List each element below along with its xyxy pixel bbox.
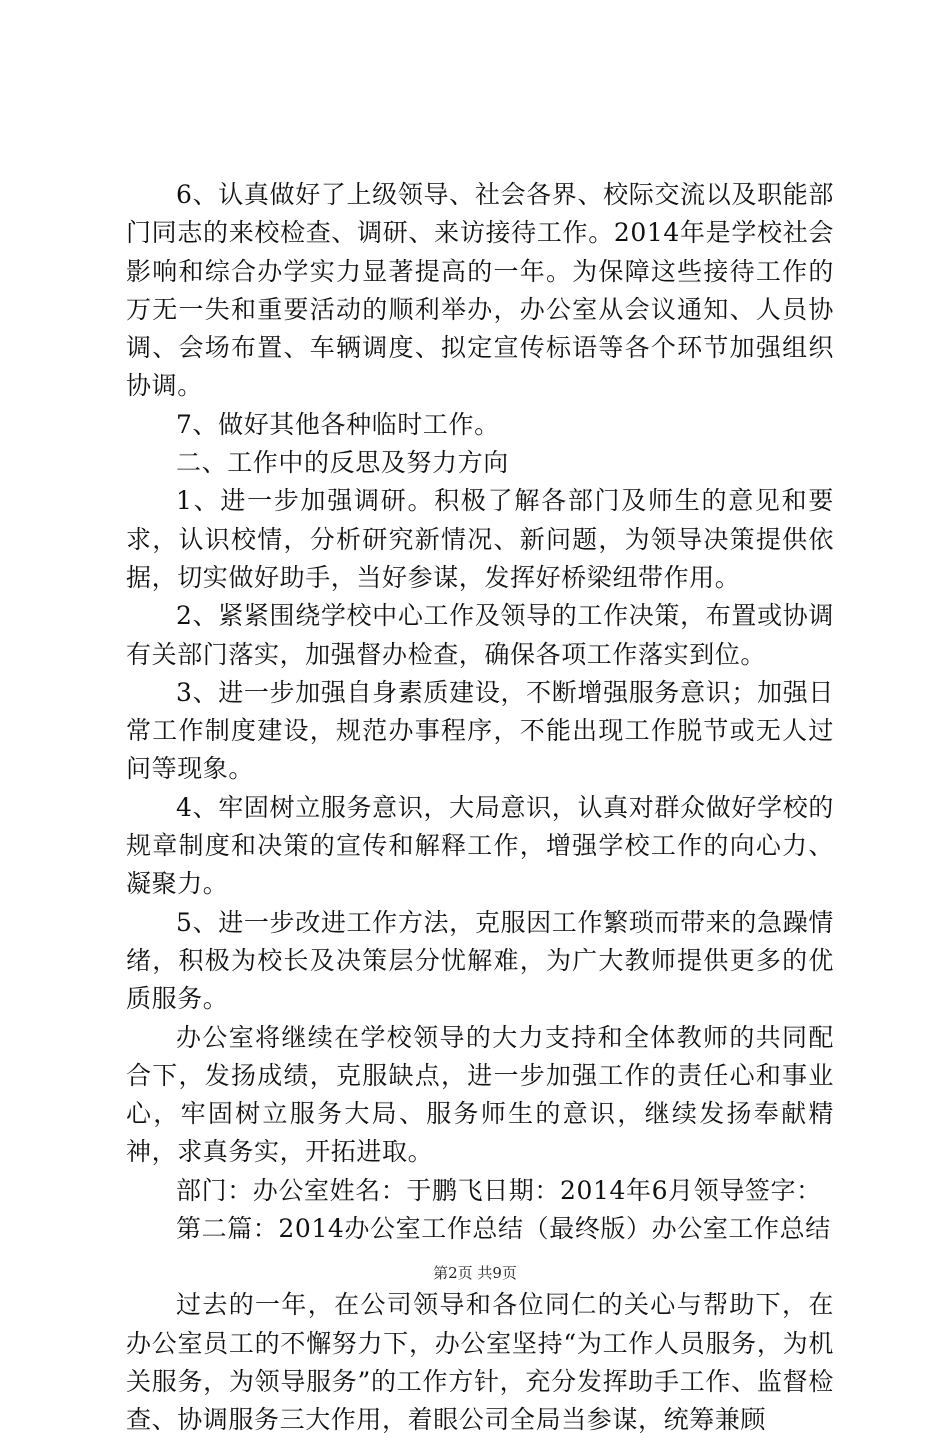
paragraph-item-6: 6、认真做好了上级领导、社会各界、校际交流以及职能部门同志的来校检查、调研、来访接待工作。2014年是学校社会影响和综合办学实力显著提高的一年。为保障这些接待工作的万无一失和重要活动的顺利举办，办公室从会议通知、人员协调、会场布置、车辆调度、拟定宣传标语等各个环节加强组织协调。 [126, 180, 834, 401]
paragraph-direction-4: 4、牢固树立服务意识，大局意识，认真对群众做好学校的规章制度和决策的宣传和解释工作，增强学校工作的向心力、凝聚力。 [126, 792, 834, 899]
paragraph-item-7: 7、做好其他各种临时工作。 [176, 409, 500, 439]
second-article-title: 第二篇：2014办公室工作总结（最终版）办公室工作总结 [176, 1214, 831, 1244]
paragraph-conclusion: 办公室将继续在学校领导的大力支持和全体教师的共同配合下，发扬成绩，克服缺点，进一步加强工作的责任心和事业心，牢固树立服务大局、服务师生的意识，继续发扬奉献精神，求真务实，开拓进取。 [126, 1022, 834, 1167]
signature-line: 部门：办公室姓名：于鹏飞日期：2014年6月领导签字： [176, 1175, 822, 1205]
paragraph-direction-2: 2、紧紧围绕学校中心工作及领导的工作决策，布置或协调有关部门落实，加强督办检查，确保各项工作落实到位。 [126, 601, 834, 669]
paragraph-direction-5: 5、进一步改进工作方法，克服因工作繁琐而带来的急躁情绪，积极为校长及决策层分忧解难，为广大教师提供更多的优质服务。 [126, 907, 834, 1014]
section-heading-reflection: 二、工作中的反思及努力方向 [176, 448, 509, 478]
paragraph-direction-1: 1、进一步加强调研。积极了解各部门及师生的意见和要求，认识校情，分析研究新情况、新问题，为领导决策提供依据，切实做好助手，当好参谋，发挥好桥梁纽带作用。 [126, 486, 834, 592]
paragraph-direction-3: 3、进一步加强自身素质建设，不断增强服务意识；加强日常工作制度建设，规范办事程序，不能出现工作脱节或无人过问等现象。 [126, 677, 834, 784]
document-body [126, 176, 834, 1440]
page-footer: 第2页 共9页 [433, 1264, 517, 1282]
second-article-intro: 过去的一年，在公司领导和各位同仁的关心与帮助下，在办公室员工的不懈努力下，办公室坚持“为工作人员服务，为机关服务，为领导服务”的工作方针，充分发挥助手工作、监督检查、协调服务三大作用，着眼公司全局当参谋，统筹兼顾 [126, 1290, 834, 1435]
